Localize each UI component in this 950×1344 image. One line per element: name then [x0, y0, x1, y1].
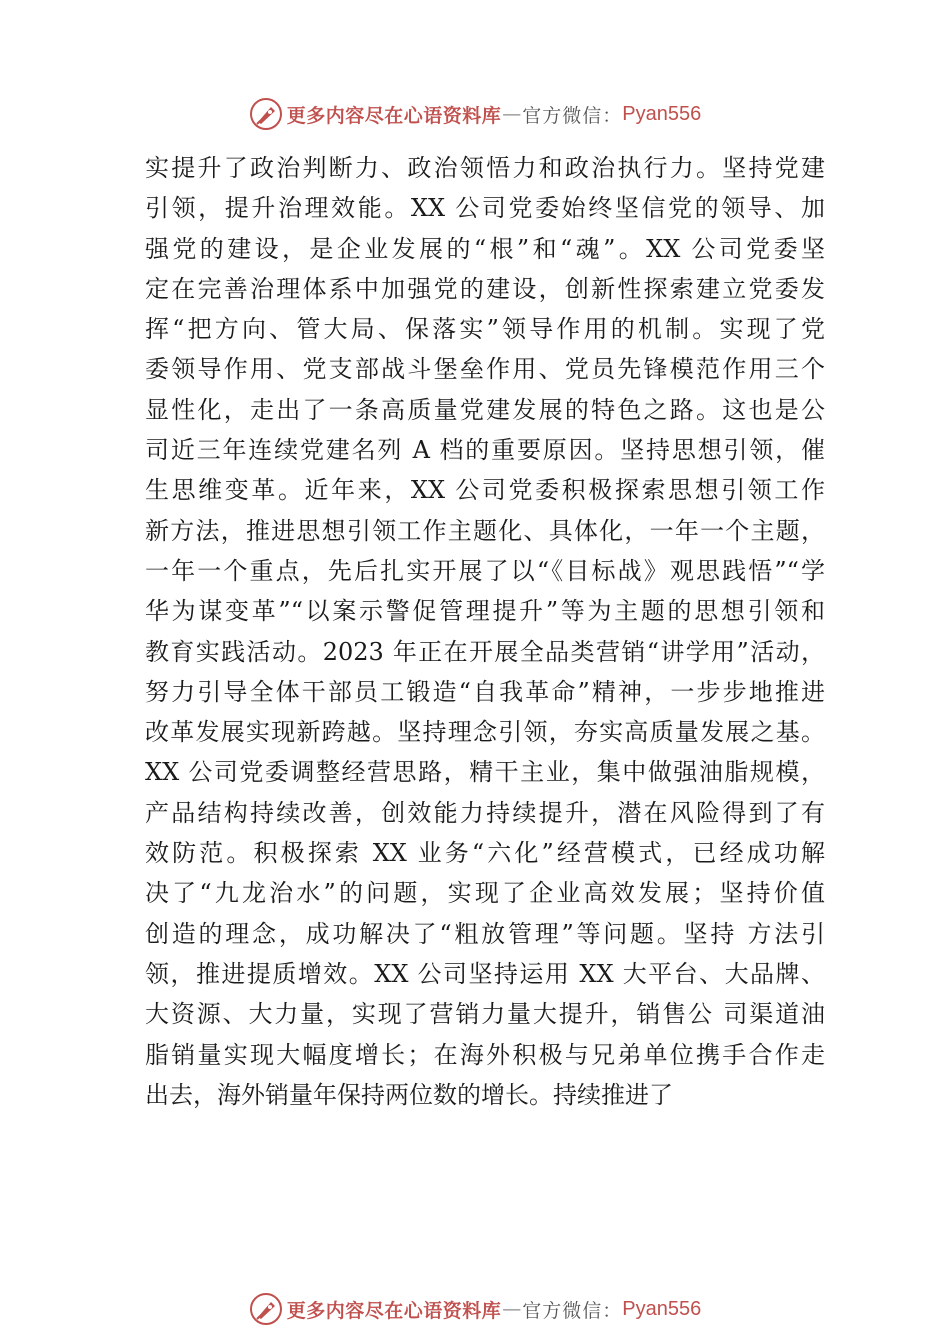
pen-nib-icon	[249, 1292, 283, 1326]
body-line: 领，推进提质增效。XX 公司坚持运用 XX 大平台、大品牌、	[145, 959, 825, 988]
body-line: 生思维变革。近年来，XX 公司党委积极探索思想引领工作	[145, 476, 825, 505]
body-line: 定在完善治理体系中加强党的建设，创新性探索建立党委发	[145, 274, 825, 303]
body-line: 大资源、大力量，实现了营销力量大提升，销售公 司渠道油	[145, 1000, 825, 1029]
body-line: 出去，海外销量年保持两位数的增长。持续推进了	[145, 1080, 673, 1109]
banner-title: 更多内容尽在心语资料库	[286, 104, 502, 127]
footer-banner	[0, 1289, 950, 1329]
banner-separator: —	[502, 103, 522, 125]
body-line: 创造的理念，成功解决了“粗放管理”等问题。坚持 方法引	[145, 919, 825, 948]
body-line: 产品结构持续改善，创效能力持续提升，潜在风险得到了有	[145, 798, 825, 827]
banner-account: Pyan556	[622, 102, 702, 125]
body-line: 努力引导全体干部员工锻造“自我革命”精神，一步步地推进	[145, 677, 825, 706]
banner-subtitle: 官方微信：	[522, 104, 623, 127]
banner-account: Pyan556	[622, 1297, 702, 1320]
body-line: 决了“九龙治水”的问题，实现了企业高效发展；坚持价值	[145, 879, 825, 908]
body-line: 挥“把方向、管大局、保落实”领导作用的机制。实现了党	[145, 315, 825, 344]
banner-separator: —	[502, 1298, 522, 1320]
body-line: 委领导作用、党支部战斗堡垒作用、党员先锋模范作用三个	[145, 355, 825, 384]
body-line: 引领，提升治理效能。XX 公司党委始终坚信党的领导、加	[145, 194, 825, 223]
body-line: 一年一个重点，先后扎实开展了以“《目标战》观思践悟”“学	[145, 556, 825, 585]
body-line: XX 公司党委调整经营思路，精干主业，集中做强油脂规模，	[145, 758, 825, 787]
body-line: 改革发展实现新跨越。坚持理念引领，夯实高质量发展之基。	[145, 718, 825, 747]
body-line: 强党的建设，是企业发展的“根”和“魂”。XX 公司党委坚	[145, 234, 825, 263]
document-body	[145, 148, 825, 1115]
body-line: 显性化，走出了一条高质量党建发展的特色之路。这也是公	[145, 395, 825, 424]
body-line: 教育实践活动。2023 年正在开展全品类营销“讲学用”活动，	[145, 637, 825, 666]
body-line: 脂销量实现大幅度增长；在海外积极与兄弟单位携手合作走	[145, 1040, 825, 1069]
body-line: 司近三年连续党建名列 A 档的重要原因。坚持思想引领，催	[145, 436, 825, 465]
body-line: 实提升了政治判断力、政治领悟力和政治执行力。坚持党建	[145, 154, 825, 182]
pen-nib-icon	[249, 97, 283, 131]
body-line: 新方法，推进思想引领工作主题化、具体化，一年一个主题，	[145, 516, 825, 545]
banner-title: 更多内容尽在心语资料库	[286, 1299, 502, 1322]
header-banner	[0, 94, 950, 134]
body-line: 效防范。积极探索 XX 业务“六化”经营模式，已经成功解	[145, 839, 825, 868]
body-line: 华为谋变革”“以案示警促管理提升”等为主题的思想引领和	[145, 597, 825, 626]
banner-subtitle: 官方微信：	[522, 1299, 623, 1322]
